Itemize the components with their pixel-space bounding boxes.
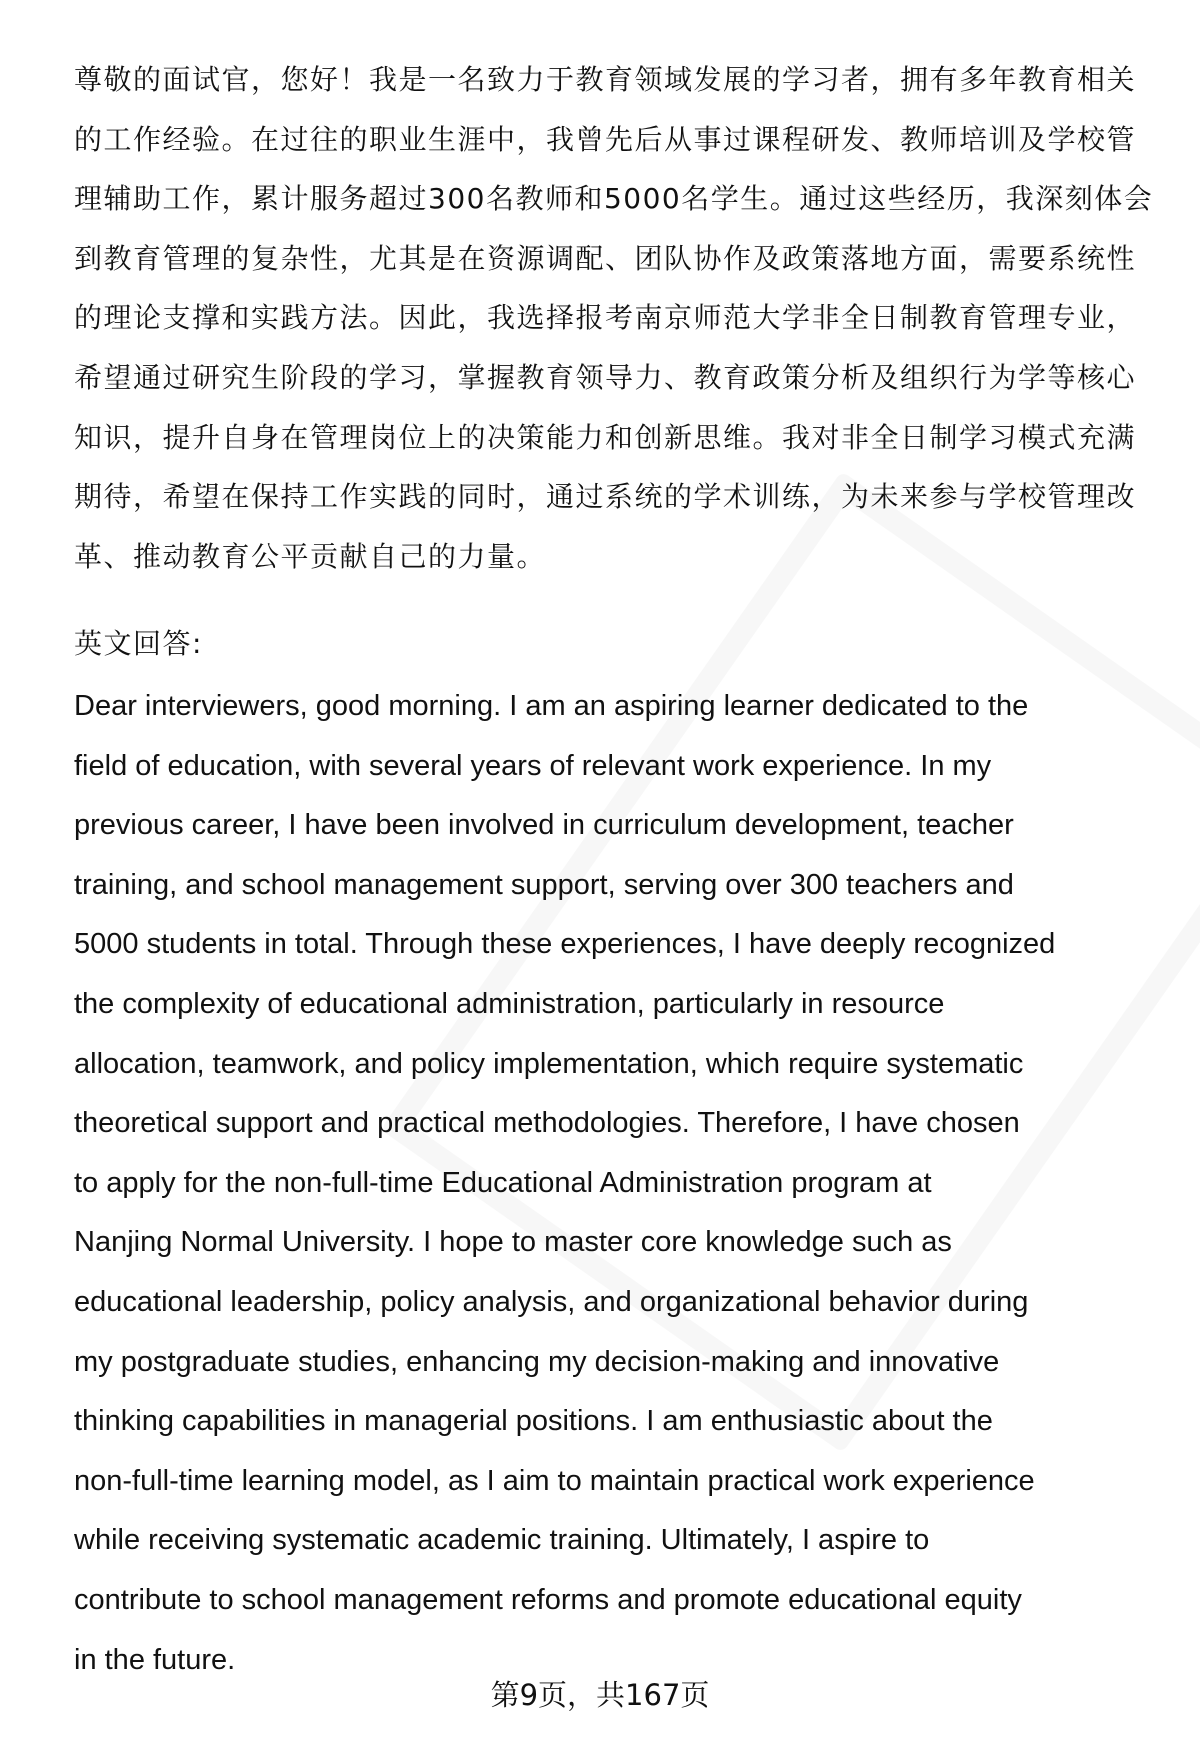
- english-answer-heading: 英文回答:: [74, 627, 203, 660]
- text-line: 5000 students in total. Through these experiences, I have deeply recognized: [74, 928, 1056, 961]
- text-line: contribute to school management reforms and promote educational equity: [74, 1584, 1022, 1616]
- text-line: 的理论支撑和实践方法。因此，我选择报考南京师范大学非全日制教育管理专业，: [74, 301, 1137, 335]
- text-line: Nanjing Normal University. I hope to master core knowledge such as: [74, 1226, 952, 1259]
- text-line: 知识，提升自身在管理岗位上的决策能力和创新思维。我对非全日制学习模式充满: [74, 420, 1137, 454]
- text-line: 的工作经验。在过往的职业生涯中，我曾先后从事过课程研发、教师培训及学校管: [74, 122, 1137, 156]
- text-line: thinking capabilities in managerial positions. I am enthusiastic about the: [74, 1405, 993, 1438]
- text-line: Dear interviewers, good morning. I am an aspiring learner dedicated to the: [74, 690, 1029, 722]
- page-indicator: 第9页，共167页: [490, 1678, 710, 1712]
- text-line: 希望通过研究生阶段的学习，掌握教育领导力、教育政策分析及组织行为学等核心: [74, 361, 1137, 394]
- text-line: theoretical support and practical methodologies. Therefore, I have chosen: [74, 1107, 1020, 1140]
- text-line: 革、推动教育公平贡献自己的力量。: [74, 539, 547, 573]
- text-line: 到教育管理的复杂性，尤其是在资源调配、团队协作及政策落地方面，需要系统性: [74, 241, 1137, 275]
- text-line: the complexity of educational administration, particularly in resource: [74, 988, 945, 1020]
- text-line: educational leadership, policy analysis, and organizational behavior during: [74, 1286, 1029, 1318]
- text-line: allocation, teamwork, and policy implementation, which require systematic: [74, 1047, 1024, 1080]
- text-line: in the future.: [74, 1643, 236, 1676]
- text-line: field of education, with several years of relevant work experience. In my: [74, 749, 992, 782]
- text-line: training, and school management support, serving over 300 teachers and: [74, 868, 1014, 901]
- text-line: 理辅助工作，累计服务超过300名教师和5000名学生。通过这些经历，我深刻体会: [74, 182, 1154, 216]
- text-line: 期待，希望在保持工作实践的同时，通过系统的学术训练，为未来参与学校管理改: [74, 480, 1137, 514]
- text-line: while receiving systematic academic training. Ultimately, I aspire to: [74, 1524, 930, 1557]
- text-line: my postgraduate studies, enhancing my decision-making and innovative: [74, 1345, 1000, 1378]
- text-line: 尊敬的面试官，您好！我是一名致力于教育领域发展的学习者，拥有多年教育相关: [74, 63, 1137, 96]
- text-line: previous career, I have been involved in curriculum development, teacher: [74, 809, 1014, 842]
- text-line: non-full-time learning model, as I aim to maintain practical work experience: [74, 1464, 1035, 1497]
- text-line: to apply for the non-full-time Educational Administration program at: [74, 1166, 932, 1199]
